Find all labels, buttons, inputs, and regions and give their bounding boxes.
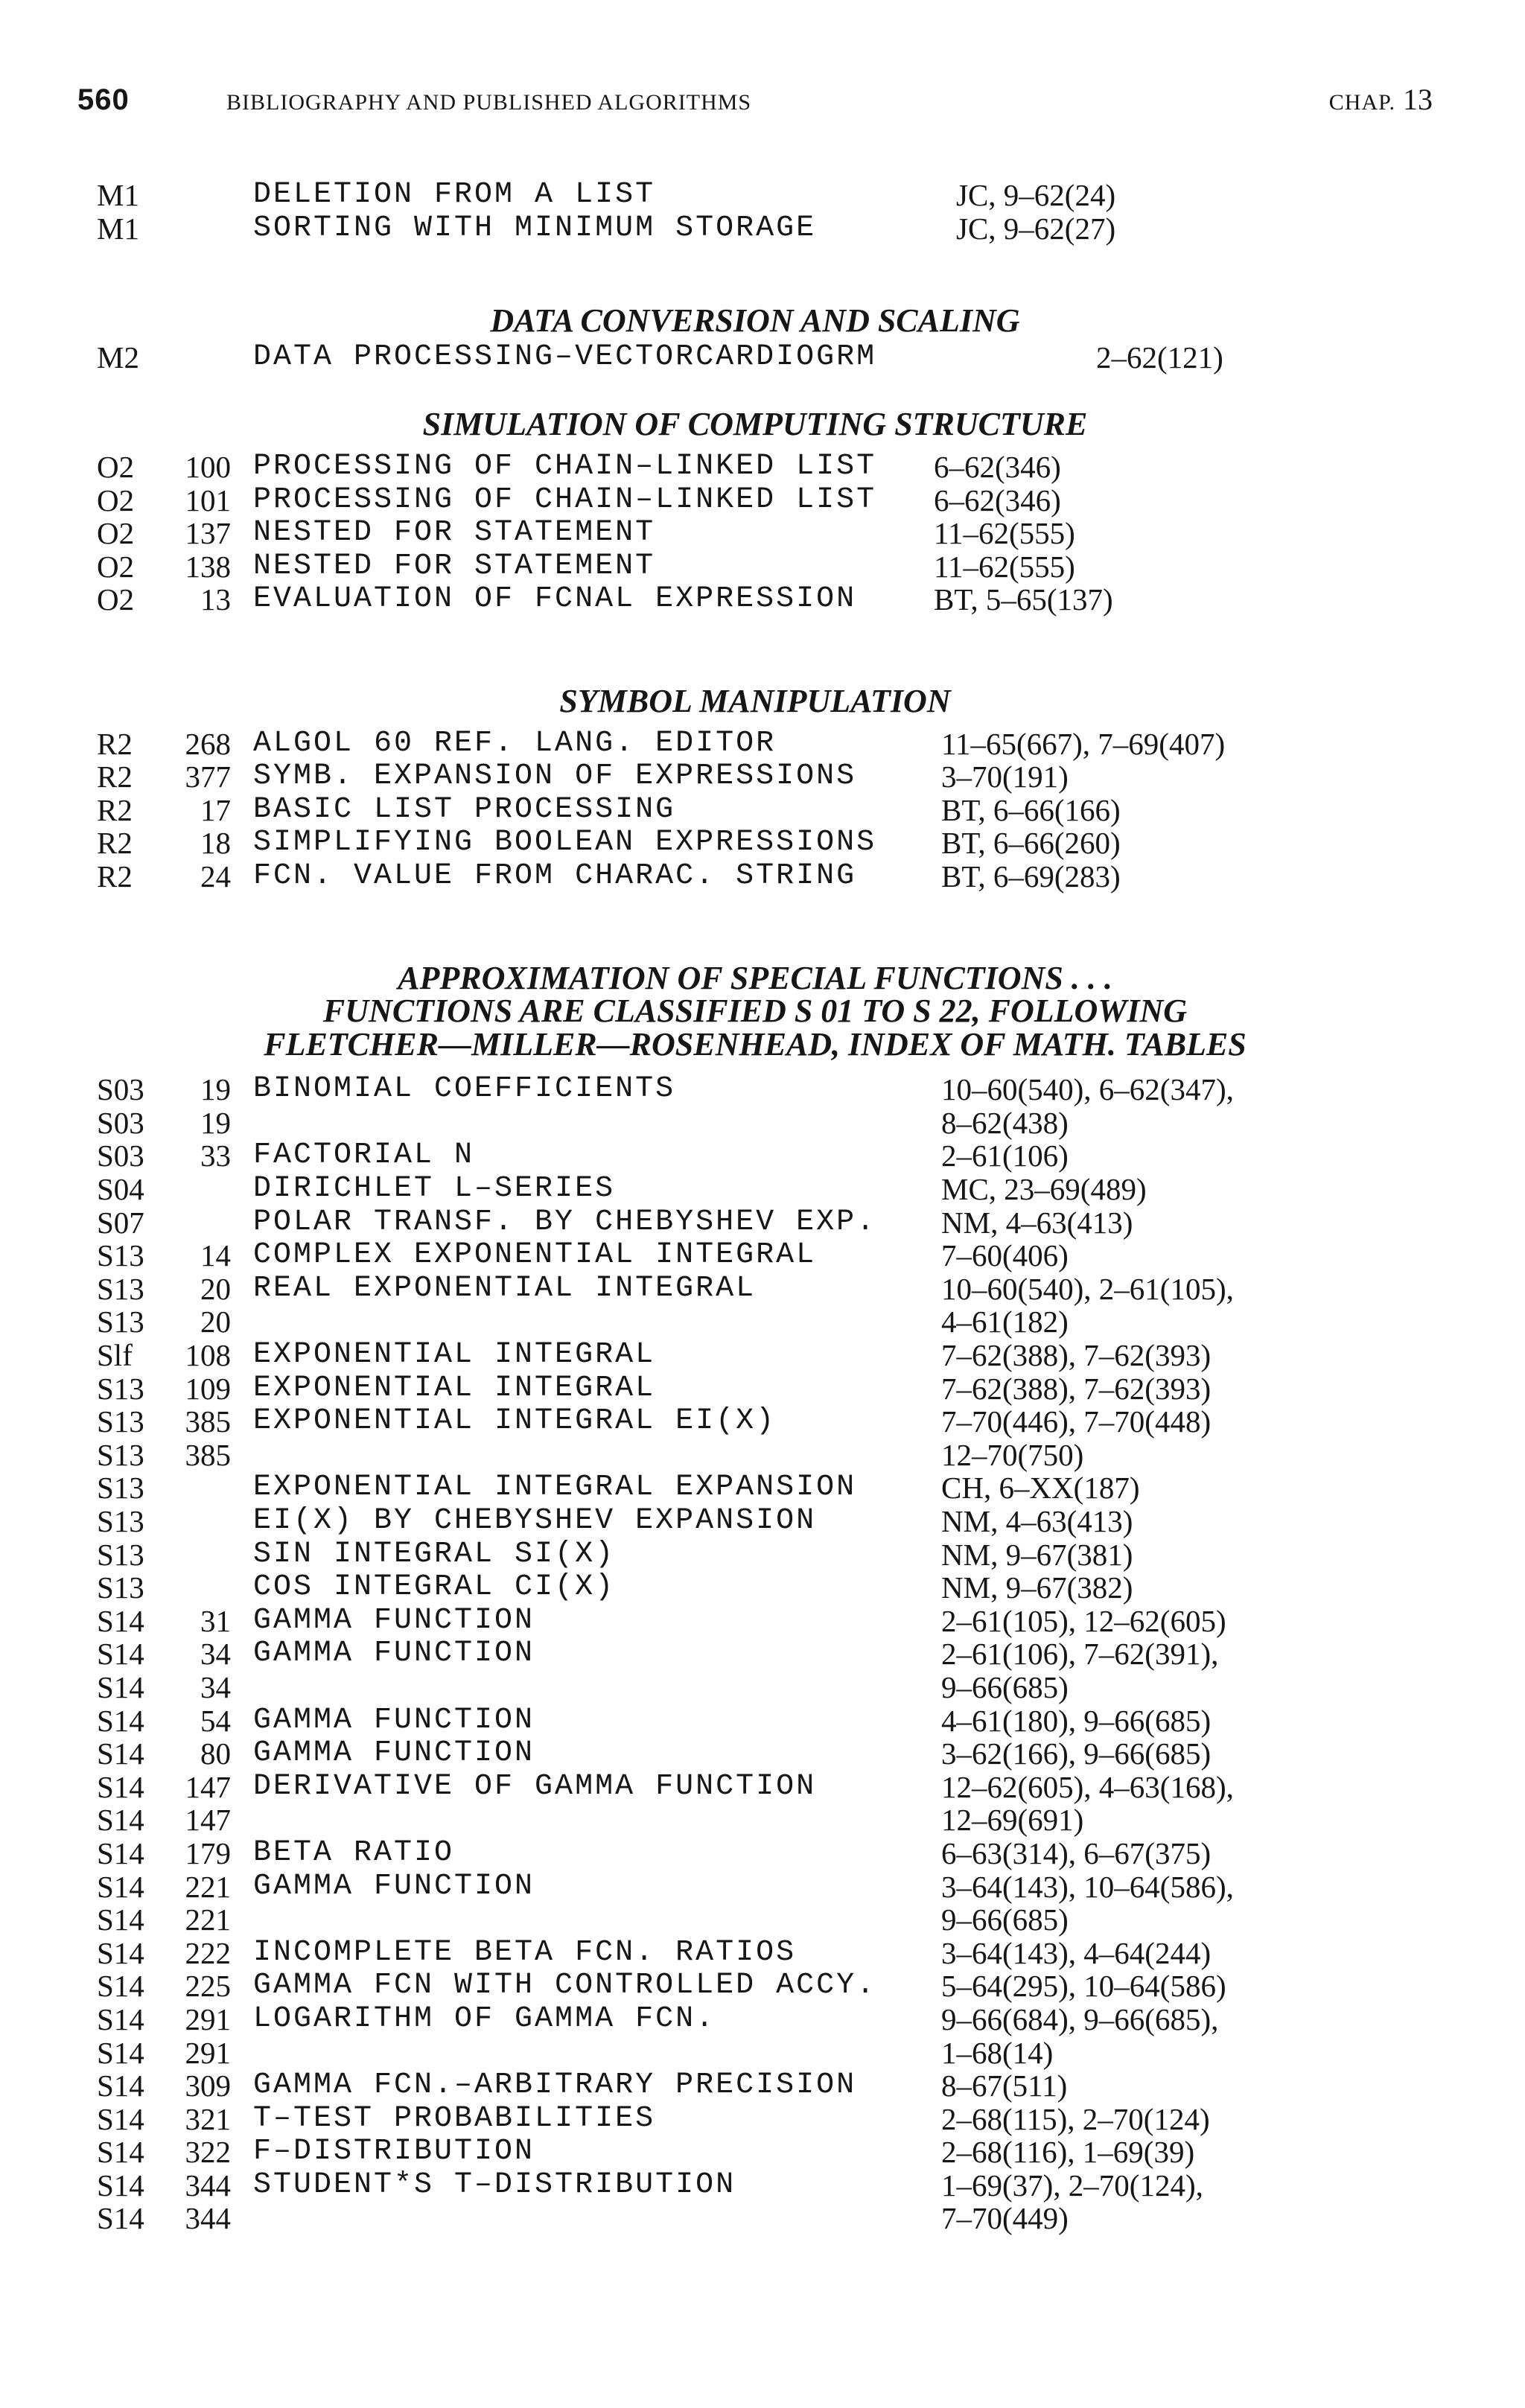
algorithm-title: POLAR TRANSF. BY CHEBYSHEV EXP.	[253, 1205, 877, 1239]
citation-reference: 2–61(106), 7–62(391),	[941, 1637, 1219, 1672]
category-code: S13	[97, 1537, 144, 1572]
algorithm-number: 34	[200, 1669, 231, 1704]
algorithm-number: 222	[185, 1935, 231, 1970]
algorithm-number: 18	[200, 826, 231, 861]
citation-reference: JC, 9–62(24)	[956, 178, 1116, 212]
category-code: S14	[97, 2167, 144, 2202]
running-title: BIBLIOGRAPHY AND PUBLISHED ALGORITHMS	[226, 90, 752, 115]
citation-reference: 3–64(143), 10–64(586),	[941, 1869, 1234, 1904]
citation-reference: 7–70(449)	[941, 2201, 1069, 2236]
category-code: O2	[97, 549, 135, 584]
citation-reference: 5–64(295), 10–64(586)	[941, 1969, 1226, 2004]
algorithm-number: 385	[185, 1437, 231, 1472]
category-code: R2	[97, 759, 133, 794]
algorithm-number: 101	[185, 482, 231, 517]
algorithm-title: COS INTEGRAL CI(X)	[253, 1570, 616, 1605]
algorithm-title: SIN INTEGRAL SI(X)	[253, 1537, 616, 1571]
category-code: O2	[97, 516, 135, 551]
category-code: S14	[97, 2101, 144, 2136]
algorithm-title: GAMMA FUNCTION	[253, 1703, 535, 1737]
index-entry	[77, 484, 1433, 517]
citation-reference: 9–66(685)	[941, 1669, 1069, 1704]
algorithm-number: 291	[185, 2001, 231, 2036]
algorithm-number: 17	[200, 792, 231, 827]
citation-reference: 1–69(37), 2–70(124),	[941, 2167, 1203, 2202]
algorithm-number: 221	[185, 1869, 231, 1904]
algorithm-number: 20	[200, 1271, 231, 1306]
algorithm-number: 344	[185, 2201, 231, 2236]
category-code: S13	[97, 1271, 144, 1306]
citation-reference: 6–62(346)	[934, 449, 1061, 484]
citation-reference: 3–70(191)	[941, 759, 1069, 794]
category-code: R2	[97, 726, 133, 761]
algorithm-title: PROCESSING OF CHAIN–LINKED LIST	[253, 449, 877, 483]
section-heading: FLETCHER—MILLER—ROSENHEAD, INDEX OF MATH. TABLES	[264, 1025, 1247, 1063]
citation-reference: 7–62(388), 7–62(393)	[941, 1371, 1212, 1406]
algorithm-title: DATA PROCESSING–VECTORCARDIOGRM	[253, 340, 877, 374]
section-s	[77, 959, 1433, 2236]
algorithm-title: EXPONENTIAL INTEGRAL	[253, 1338, 656, 1372]
category-code: S14	[97, 2035, 144, 2070]
index-entry	[77, 517, 1433, 550]
category-code: M1	[97, 178, 139, 212]
algorithm-number: 344	[185, 2167, 231, 2202]
index-entry	[77, 2169, 1433, 2202]
category-code: M2	[97, 340, 139, 375]
citation-reference: NM, 4–63(413)	[941, 1504, 1133, 1538]
citation-reference: 10–60(540), 2–61(105),	[941, 1271, 1234, 1306]
citation-reference: 8–67(511)	[941, 2068, 1068, 2103]
category-code: S14	[97, 1703, 144, 1738]
index-entry	[77, 1937, 1433, 1970]
citation-reference: 6–63(314), 6–67(375)	[941, 1835, 1212, 1870]
section-heading: SYMBOL MANIPULATION	[559, 682, 951, 719]
citation-reference: 1–68(14)	[941, 2035, 1054, 2070]
index-entry	[77, 1637, 1433, 1671]
category-code: R2	[97, 792, 133, 827]
algorithm-number: 14	[200, 1238, 231, 1273]
category-code: S13	[97, 1471, 144, 1506]
algorithm-number: 377	[185, 759, 231, 794]
index-entry	[77, 583, 1433, 617]
index-entry	[77, 450, 1433, 484]
algorithm-number: 54	[200, 1703, 231, 1738]
algorithm-title: GAMMA FUNCTION	[253, 1637, 535, 1671]
category-code: S14	[97, 1935, 144, 1970]
category-code: S03	[97, 1105, 144, 1140]
category-code: S14	[97, 1637, 144, 1672]
algorithm-title: STUDENT*S T–DISTRIBUTION	[253, 2167, 736, 2202]
index-entry	[77, 1206, 1433, 1240]
citation-reference: 12–69(691)	[941, 1803, 1084, 1838]
algorithm-number: 268	[185, 726, 231, 761]
category-code: S14	[97, 1902, 144, 1937]
citation-reference: 10–60(540), 6–62(347),	[941, 1072, 1234, 1107]
algorithm-number: 20	[200, 1305, 231, 1340]
index-entry	[77, 1837, 1433, 1870]
algorithm-title: EXPONENTIAL INTEGRAL EXPANSION	[253, 1471, 857, 1505]
citation-reference: 2–61(105), 12–62(605)	[941, 1603, 1226, 1638]
category-code: R2	[97, 859, 133, 894]
algorithm-title: FACTORIAL N	[253, 1138, 475, 1173]
index-entry	[77, 1771, 1433, 1804]
index-entry	[77, 1803, 1433, 1837]
index-entry	[77, 794, 1433, 827]
category-code: S14	[97, 2001, 144, 2036]
algorithm-number: 19	[200, 1072, 231, 1107]
chapter-marker	[1329, 77, 1433, 125]
algorithm-number: 31	[200, 1603, 231, 1638]
index-entry	[77, 179, 1433, 212]
category-code: S14	[97, 2068, 144, 2103]
category-code: S13	[97, 1504, 144, 1538]
citation-reference: 7–60(406)	[941, 1238, 1069, 1273]
citation-reference: 3–62(166), 9–66(685)	[941, 1736, 1212, 1771]
citation-reference: 12–62(605), 4–63(168),	[941, 1769, 1234, 1804]
category-code: S03	[97, 1072, 144, 1107]
algorithm-title: SORTING WITH MINIMUM STORAGE	[253, 211, 817, 245]
citation-reference: 2–62(121)	[1096, 340, 1223, 375]
algorithm-number: 321	[185, 2101, 231, 2136]
algorithm-number: 24	[200, 859, 231, 894]
index-entry	[77, 727, 1433, 761]
category-code: Slf	[97, 1338, 133, 1373]
index-entry	[77, 1903, 1433, 1937]
citation-reference: 12–70(750)	[941, 1437, 1084, 1472]
algorithm-title: NESTED FOR STATEMENT	[253, 516, 656, 550]
index-entry	[77, 550, 1433, 584]
algorithm-title: F–DISTRIBUTION	[253, 2135, 535, 2169]
category-code: S14	[97, 1869, 144, 1904]
citation-reference: 7–70(446), 7–70(448)	[941, 1404, 1212, 1439]
running-head	[77, 77, 1433, 122]
index-entry	[77, 1737, 1433, 1771]
algorithm-title: T–TEST PROBABILITIES	[253, 2101, 656, 2135]
index-entry	[77, 1239, 1433, 1273]
algorithm-number: 109	[185, 1371, 231, 1406]
algorithm-number: 225	[185, 1969, 231, 2004]
section-heading: DATA CONVERSION AND SCALING	[490, 302, 1020, 340]
section-heading: FUNCTIONS ARE CLASSIFIED S 01 TO S 22, FOLLOWING	[322, 993, 1188, 1030]
index-entry	[77, 1870, 1433, 1904]
index-entry	[77, 760, 1433, 794]
algorithm-title: REAL EXPONENTIAL INTEGRAL	[253, 1271, 757, 1305]
citation-reference: 2–68(115), 2–70(124)	[941, 2101, 1210, 2136]
category-code: R2	[97, 826, 133, 861]
algorithm-title: INCOMPLETE BETA FCN. RATIOS	[253, 1935, 797, 1969]
citation-reference: 2–61(106)	[941, 1138, 1069, 1173]
algorithm-number: 309	[185, 2068, 231, 2103]
index-entry	[77, 2069, 1433, 2103]
category-code: S14	[97, 1803, 144, 1838]
category-code: S14	[97, 1669, 144, 1704]
algorithm-title: NESTED FOR STATEMENT	[253, 549, 656, 583]
algorithm-title: PROCESSING OF CHAIN–LINKED LIST	[253, 482, 877, 517]
index-entry	[77, 1073, 1433, 1106]
citation-reference: BT, 5–65(137)	[934, 582, 1113, 617]
algorithm-title: COMPLEX EXPONENTIAL INTEGRAL	[253, 1238, 817, 1273]
citation-reference: 11–62(555)	[934, 516, 1075, 551]
index-entry	[77, 1671, 1433, 1704]
algorithm-number: 291	[185, 2035, 231, 2070]
index-entry	[77, 1704, 1433, 1738]
category-code: S04	[97, 1172, 144, 1207]
algorithm-title: LOGARITHM OF GAMMA FCN.	[253, 2001, 716, 2036]
citation-reference: CH, 6–XX(187)	[941, 1471, 1140, 1506]
section-o	[77, 408, 1433, 617]
algorithm-number: 221	[185, 1902, 231, 1937]
category-code: S13	[97, 1437, 144, 1472]
algorithm-title: EXPONENTIAL INTEGRAL EI(X)	[253, 1404, 777, 1439]
category-code: O2	[97, 582, 135, 617]
algorithm-number: 100	[185, 449, 231, 484]
category-code: S14	[97, 1769, 144, 1804]
citation-reference: 11–65(667), 7–69(407)	[941, 726, 1226, 761]
algorithm-title: EVALUATION OF FCNAL EXPRESSION	[253, 582, 857, 617]
index-entry	[77, 1471, 1433, 1505]
citation-reference: JC, 9–62(27)	[956, 211, 1116, 246]
category-code: S14	[97, 1603, 144, 1638]
category-code: S13	[97, 1305, 144, 1340]
index-entry	[77, 1605, 1433, 1638]
algorithm-number: 138	[185, 549, 231, 584]
section-r	[77, 682, 1433, 894]
algorithm-title: GAMMA FUNCTION	[253, 1603, 535, 1637]
index-entry	[77, 1273, 1433, 1306]
algorithm-index	[77, 179, 1433, 2235]
category-code: S03	[97, 1138, 144, 1173]
category-code: O2	[97, 482, 135, 517]
algorithm-number: 34	[200, 1637, 231, 1672]
algorithm-number: 147	[185, 1769, 231, 1804]
category-code: S14	[97, 1835, 144, 1870]
index-entry	[77, 1538, 1433, 1572]
citation-reference: NM, 4–63(413)	[941, 1205, 1133, 1240]
citation-reference: 9–66(684), 9–66(685),	[941, 2001, 1219, 2036]
category-code: S13	[97, 1570, 144, 1605]
algorithm-title: BASIC LIST PROCESSING	[253, 792, 676, 826]
algorithm-title: BETA RATIO	[253, 1835, 455, 1870]
algorithm-number: 137	[185, 516, 231, 551]
section-heading: SIMULATION OF COMPUTING STRUCTURE	[422, 406, 1088, 443]
algorithm-title: ALGOL 60 REF. LANG. EDITOR	[253, 726, 777, 760]
citation-reference: 8–62(438)	[941, 1105, 1069, 1140]
index-entry	[77, 341, 1433, 375]
index-entry	[77, 212, 1433, 246]
index-entry	[77, 2003, 1433, 2036]
citation-reference: BT, 6–66(260)	[941, 826, 1121, 861]
algorithm-title: BINOMIAL COEFFICIENTS	[253, 1072, 676, 1106]
algorithm-number: 147	[185, 1803, 231, 1838]
page-number: 560	[77, 83, 130, 116]
algorithm-title: GAMMA FCN.–ARBITRARY PRECISION	[253, 2068, 857, 2103]
algorithm-title: FCN. VALUE FROM CHARAC. STRING	[253, 859, 857, 893]
index-entry	[77, 860, 1433, 894]
citation-reference: 4–61(180), 9–66(685)	[941, 1703, 1212, 1738]
algorithm-number: 179	[185, 1835, 231, 1870]
citation-reference: 6–62(346)	[934, 482, 1061, 517]
citation-reference: 7–62(388), 7–62(393)	[941, 1338, 1212, 1373]
citation-reference: BT, 6–66(166)	[941, 792, 1121, 827]
index-entry	[77, 2103, 1433, 2136]
algorithm-title: SIMPLIFYING BOOLEAN EXPRESSIONS	[253, 826, 877, 860]
category-code: S13	[97, 1238, 144, 1273]
algorithm-number: 322	[185, 2135, 231, 2170]
algorithm-title: DERIVATIVE OF GAMMA FUNCTION	[253, 1769, 817, 1803]
citation-reference: 2–68(116), 1–69(39)	[941, 2135, 1195, 2170]
category-code: S07	[97, 1205, 144, 1240]
section-heading: APPROXIMATION OF SPECIAL FUNCTIONS . . .	[398, 959, 1112, 996]
algorithm-number: 108	[185, 1338, 231, 1373]
algorithm-title: DELETION FROM A LIST	[253, 178, 656, 211]
index-entry	[77, 1439, 1433, 1472]
algorithm-number: 80	[200, 1736, 231, 1771]
index-entry	[77, 2135, 1433, 2169]
algorithm-title: DIRICHLET L–SERIES	[253, 1172, 616, 1206]
index-entry	[77, 1305, 1433, 1339]
category-code: M1	[97, 211, 139, 246]
algorithm-title: GAMMA FUNCTION	[253, 1869, 535, 1903]
chapter-number: 13	[1403, 83, 1433, 116]
algorithm-title: GAMMA FCN WITH CONTROLLED ACCY.	[253, 1969, 877, 2003]
category-code: S14	[97, 1736, 144, 1771]
citation-reference: 3–64(143), 4–64(244)	[941, 1935, 1212, 1970]
section-m1	[77, 179, 1433, 245]
citation-reference: 4–61(182)	[941, 1305, 1069, 1340]
section-m2	[77, 302, 1433, 375]
index-entry	[77, 1339, 1433, 1372]
citation-reference: 11–62(555)	[934, 549, 1075, 584]
category-code: S14	[97, 2135, 144, 2170]
index-entry	[77, 1969, 1433, 2003]
index-entry	[77, 1173, 1433, 1206]
algorithm-title: EXPONENTIAL INTEGRAL	[253, 1371, 656, 1405]
citation-reference: BT, 6–69(283)	[941, 859, 1121, 894]
category-code: O2	[97, 449, 135, 484]
category-code: S13	[97, 1371, 144, 1406]
algorithm-number: 13	[200, 582, 231, 617]
citation-reference: MC, 23–69(489)	[941, 1172, 1147, 1207]
algorithm-title: SYMB. EXPANSION OF EXPRESSIONS	[253, 759, 857, 794]
category-code: S14	[97, 2201, 144, 2236]
chapter-label: CHAP.	[1328, 90, 1395, 115]
category-code: S14	[97, 1969, 144, 2004]
index-entry	[77, 1106, 1433, 1140]
algorithm-number: 385	[185, 1404, 231, 1439]
citation-reference: NM, 9–67(381)	[941, 1537, 1133, 1572]
index-entry	[77, 1372, 1433, 1406]
algorithm-title: EI(X) BY CHEBYSHEV EXPANSION	[253, 1504, 817, 1538]
index-entry	[77, 1139, 1433, 1173]
algorithm-number: 19	[200, 1105, 231, 1140]
index-entry	[77, 1505, 1433, 1538]
index-entry	[77, 2202, 1433, 2235]
algorithm-number: 33	[200, 1138, 231, 1173]
index-entry	[77, 1571, 1433, 1605]
index-entry	[77, 826, 1433, 860]
index-entry	[77, 2036, 1433, 2070]
citation-reference: NM, 9–67(382)	[941, 1570, 1133, 1605]
algorithm-title: GAMMA FUNCTION	[253, 1736, 535, 1771]
index-entry	[77, 1405, 1433, 1439]
category-code: S13	[97, 1404, 144, 1439]
citation-reference: 9–66(685)	[941, 1902, 1069, 1937]
